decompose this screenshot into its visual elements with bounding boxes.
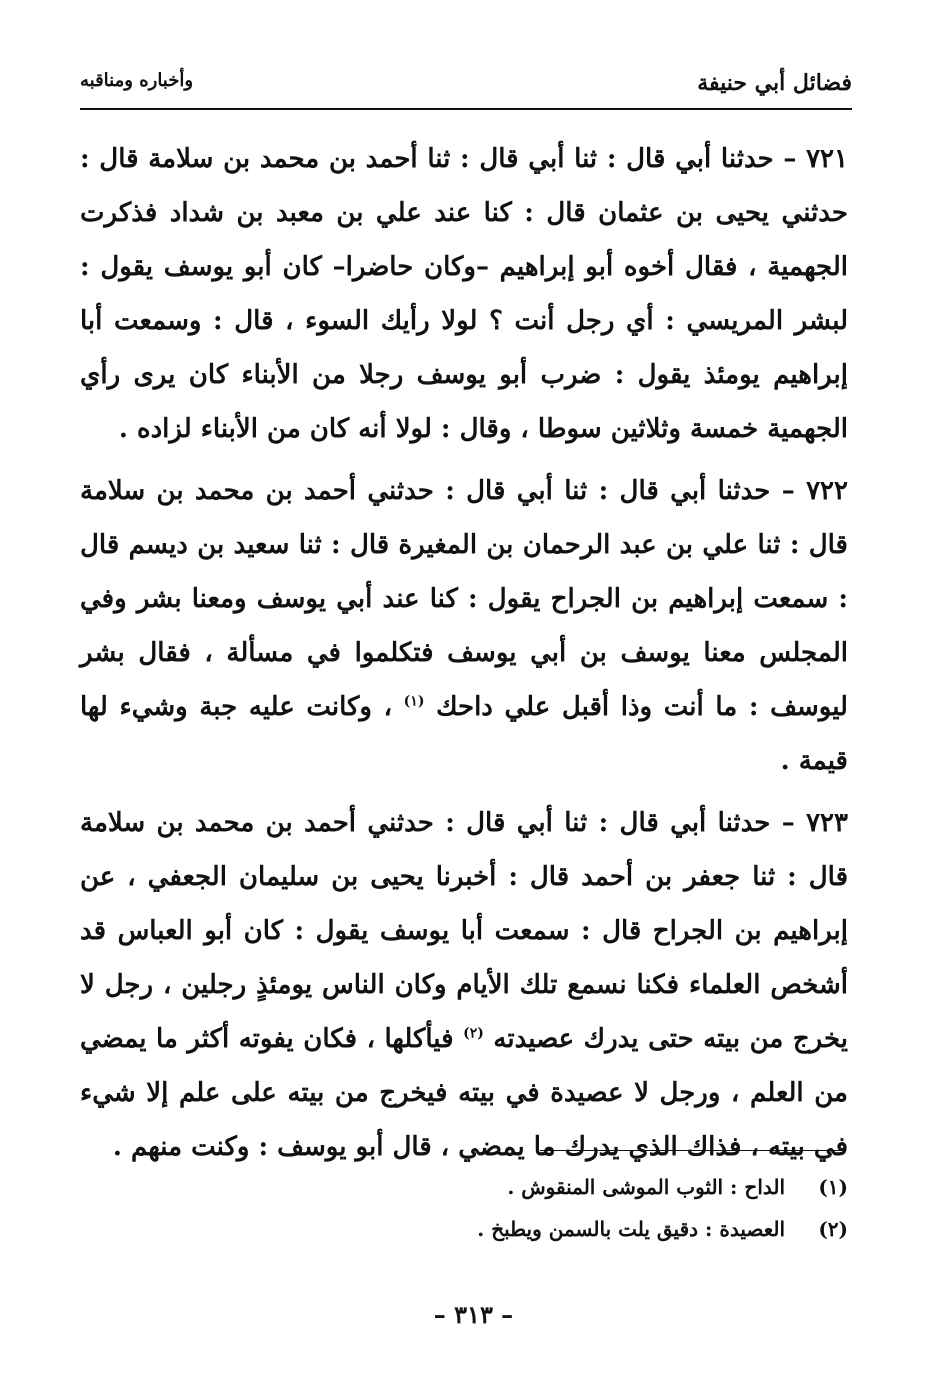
running-header bbox=[80, 70, 852, 104]
footnote-text: العصيدة : دقيق يلت بالسمن ويطبخ . bbox=[477, 1217, 786, 1241]
paragraph-721 bbox=[80, 132, 848, 456]
paragraph-text: – حدثنا أبي قال : ثنا أبي قال : ثنا أحمد بن محمد بن سلامة قال : حدثني يحيى بن عثمان قال : كنا عند علي بن معبد بن شداد فذكرت الجهمية ، فقال أخوه أبو إبراهيم –وكان حاضرا– كان أبو يوسف يقول : لبشر المريسي : أي رجل أنت ؟ لولا رأيك السوء ، قال : وسمعت أبا إبراهيم يومئذ يقول : ضرب أبو يوسف رجلا من الأبناء كان يرى رأي الجهمية خمسة وثلاثين سوطا ، وقال : لولا أنه كان من الأبناء لزاده . bbox=[80, 144, 848, 444]
footnote-reference[interactable]: (١) bbox=[403, 693, 425, 710]
paragraph-number: ٧٢١ bbox=[806, 144, 848, 174]
footnote-divider bbox=[540, 1150, 845, 1151]
footnote-number: (٢) bbox=[818, 1217, 848, 1241]
footnotes bbox=[80, 1166, 848, 1250]
footnote-number: (١) bbox=[818, 1175, 848, 1199]
main-text bbox=[80, 132, 848, 1182]
footnote-1 bbox=[80, 1166, 848, 1208]
header-divider bbox=[80, 108, 852, 110]
paragraph-722 bbox=[80, 464, 848, 788]
paragraph-text: – حدثنا أبي قال : ثنا أبي قال : حدثني أحمد بن محمد بن سلامة قال : ثنا جعفر بن أحمد قال : أخبرنا يحيى بن سليمان الجعفي ، عن إبراهيم بن الجراح قال : سمعت أبا يوسف يقول : كان أبو العباس قد أشخص العلماء فكنا نسمع تلك الأيام وكان الناس يومئذٍ رجلين ، رجل لا يخرج من بيته حتى يدرك عصيدته bbox=[80, 808, 848, 1054]
header-book-title: فضائل أبي حنيفة bbox=[697, 70, 852, 96]
footnote-2 bbox=[80, 1208, 848, 1250]
paragraph-text-continued: فيأكلها ، فكان يفوته أكثر ما يمضي من العلم ، ورجل لا عصيدة في بيته فيخرج من بيته على علم إلا شيء في بيته ، فذاك الذي يدرك ما يمضي ، قال أبو يوسف : وكنت منهم . bbox=[80, 1024, 848, 1162]
footnote-text: الداح : الثوب الموشى المنقوش . bbox=[507, 1175, 786, 1199]
footnote-reference[interactable]: (٢) bbox=[463, 1025, 484, 1042]
paragraph-number: ٧٢٣ bbox=[806, 808, 848, 838]
paragraph-723 bbox=[80, 796, 848, 1174]
page-number: – ٣١٣ – bbox=[433, 1300, 514, 1329]
paragraph-text: – حدثنا أبي قال : ثنا أبي قال : حدثني أحمد بن محمد بن سلامة قال : ثنا علي بن عبد الرحمان بن المغيرة قال : ثنا سعيد بن ديسم قال : سمعت إبراهيم بن الجراح يقول : كنا عند أبي يوسف ومعنا بشر وفي المجلس معنا يوسف بن أبي يوسف فتكلموا في مسألة ، فقال بشر ليوسف : ما أنت وذا أقبل علي داحك bbox=[80, 476, 848, 722]
paragraph-number: ٧٢٢ bbox=[806, 476, 848, 506]
header-section-title: وأخباره ومناقبه bbox=[80, 70, 194, 91]
paragraph-text-continued: ، وكانت عليه جبة وشيء لها قيمة . bbox=[80, 692, 848, 776]
